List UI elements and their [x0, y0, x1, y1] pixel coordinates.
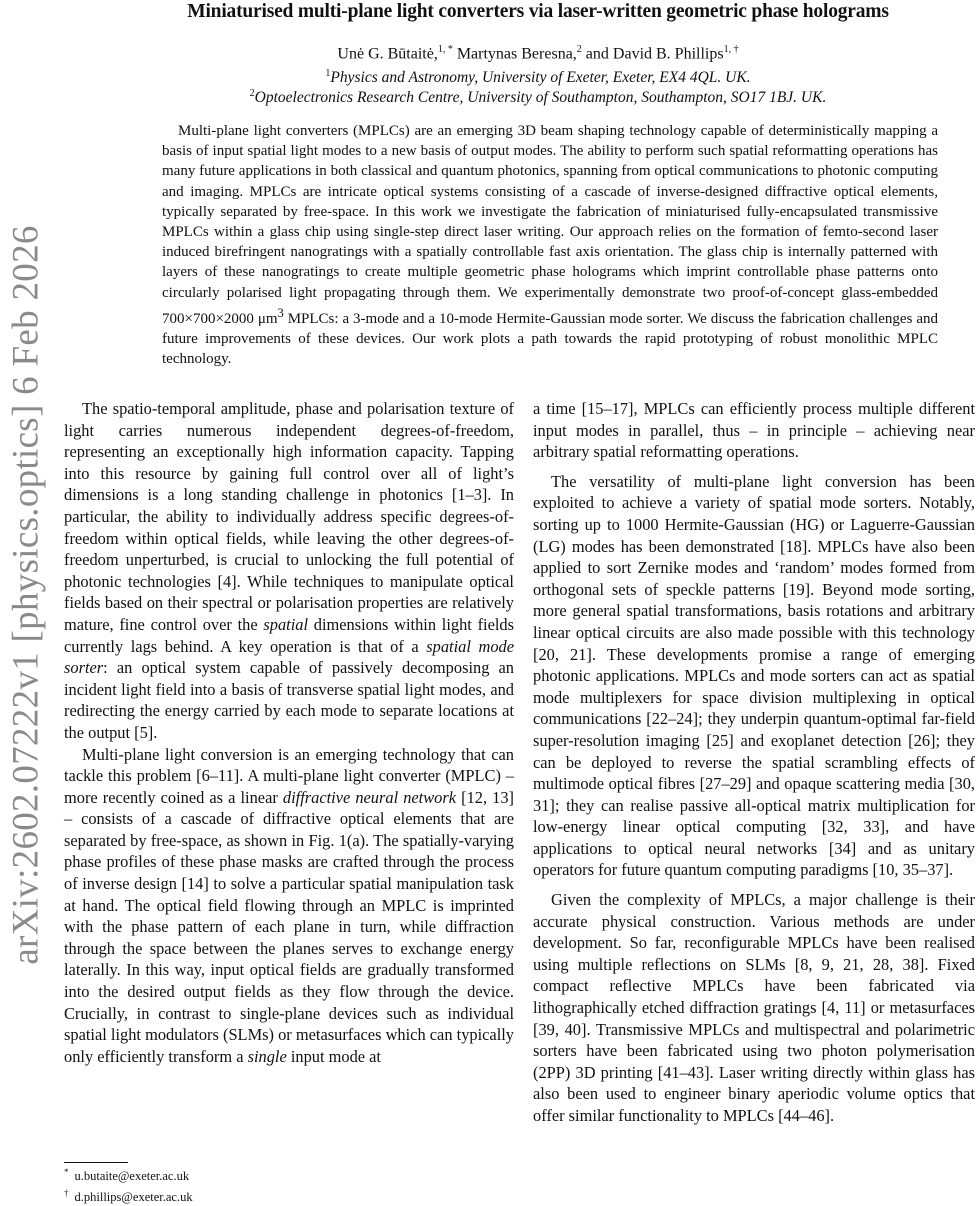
superscript: 3 [277, 305, 284, 320]
footnote-mark: † [64, 1188, 69, 1199]
affiliation-text: Physics and Astronomy, University of Exeter, Exeter, EX4 4QL. UK. [330, 69, 751, 87]
author-name: David B. Phillips [612, 45, 724, 63]
text-run: The spatio-temporal amplitude, phase and polarisation texture of light carries numerous independent degrees-of-freedom, representing an exceptionally high information capacity. Tapping into this resource by gaining full control over all of light’s dimensions is a long standing challenge in photonics [1–3]. In particular, the ability to individually address specific degrees-of-freedom within optical fields, while leaving the other degrees-of-freedom unperturbed, is crucial to unlocking the full potential of photonic technologies [4]. While techniques to manipulate optical fields based on their spectral or polarisation properties are relatively mature, fine control over the [64, 399, 514, 634]
affiliation-mark: 2 [249, 88, 255, 99]
author-joiner: and [585, 45, 609, 63]
emphasis: single [247, 1046, 287, 1066]
body-paragraph: The versatility of multi-plane light conversion has been exploited to achieve a variety of spatial mode sorters. Notably, sorting up to 1000 Hermite-Gaussian (HG) or Laguerre-Gaussian (LG) modes has been demonstrated [18]. MPLCs have also been applied to sort Zernike modes and ‘random’ modes formed from orthogonal sets of speckle patterns [19]. Beyond mode sorting, more general spatial transformations, basis rotations and arbitrary linear optical circuits are also made possible with this technology [20, 21]. These developments promise a range of emerging photonic applications. MPLCs and mode sorters can act as spatial mode multiplexers for space division multiplexing in optical communications [22–24]; they underpin quantum-optimal far-field super-resolution imaging [25] and exoplanet detection [26]; they can be deployed to reverse the spatial scrambling effects of multimode optical fibres [27–29] and opaque scattering media [30, 31]; they can realise passive all-optical matrix multiplication for low-energy linear optical computing [32, 33], and have applications to optical neural networks [34] and as unitary operators for future quantum computing paradigms [10, 35–37]. [533, 471, 975, 880]
footnote [64, 1185, 193, 1206]
author-list [100, 44, 976, 63]
text-run: Multi-plane light conversion is an emerging technology that can tackle this problem [6–11]. A multi-plane light converter (MPLC) – more recently coined as a linear [64, 744, 514, 807]
body-column-left [64, 398, 514, 1067]
paper-title: Miniaturised multi-plane light converters via laser-written geometric phase holograms [187, 1, 889, 22]
author-affil-marks: 2 [576, 44, 582, 55]
text-run: dimensions within light fields currently lags behind. A key operation is that of a [64, 614, 515, 656]
body-column-right [533, 398, 975, 1127]
emphasis: spatial [263, 614, 309, 634]
text-run: input mode at [286, 1046, 381, 1066]
body-paragraph: a time [15–17], MPLCs can efficiently process multiple different input modes in parallel, thus – in principle – achieving near arbitrary spatial reformatting operations. [533, 399, 975, 462]
affiliation-mark: 1 [325, 68, 331, 79]
body-paragraph [64, 744, 514, 1068]
footnote-mark: * [64, 1167, 69, 1177]
footnote-email: d.phillips@exeter.ac.uk [74, 1190, 193, 1205]
author-name: Martynas Beresna, [456, 45, 577, 63]
text-run: : an optical system capable of passively decomposing an incident light field into a basis of transverse spatial light modes, and redirecting the energy carried by each mode to separate locations at the output [5]. [64, 658, 514, 742]
arxiv-identifier-margin [5, 225, 47, 965]
text-run: [12, 13] – consists of a cascade of diffractive optical elements that are separated by free-space, as shown in Fig. 1(a). The spatially-varying phase profiles of these phase masks are crafted through the process of inverse design [14] to solve a particular spatial manipulation task at hand. The optical field flowing through an MPLC is imprinted with the phase pattern of each plane in turn, while diffraction through the space between the planes serves to exchange energy laterally. In this way, input optical fields are gradually transformed into the desired output fields as they flow through the device. Crucially, in contrast to single-plane devices such as individual spatial light modulators (SLMs) or metasurfaces which can typically only efficiently transform a [64, 787, 514, 1066]
body-paragraph: Given the complexity of MPLCs, a major challenge is their accurate physical construction. Various methods are under development. So far, reconfigurable MPLCs have been realised using multiple reflections on SLMs [8, 9, 21, 28, 38]. Fixed compact reflective MPLCs have been fabricated via lithographically etched diffraction gratings [4, 11] or metasurfaces [39, 40]. Transmissive MPLCs and multispectral and polarimetric sorters have been fabricated using two photon polymerisation (2PP) 3D printing [41–43]. Laser writing directly within glass has also been used to engineer binary aperiodic volume optics that offer similar functionality to MPLCs [44–46]. [533, 890, 975, 1125]
body-paragraph [64, 398, 514, 744]
abstract-text: Multi-plane light converters (MPLCs) are an emerging 3D beam shaping technology capable of deterministically mapping a basis of input spatial light modes to a new basis of output modes. The ability to perform such spatial reformatting operations has many future applications in both classical and quantum photonics, spanning from optical communications to photonic computing and imaging. MPLCs are intricate optical systems consisting of a cascade of inverse-designed diffractive optical elements, typically separated by free-space. In this work we investigate the fabrication of miniaturised fully-encapsulated transmissive MPLCs within a glass chip using single-step direct laser writing. Our approach relies on the formation of femto-second laser induced birefringent nanogratings with a spatially controllable fast axis orientation. The glass chip is internally patterned with layers of these nanogratings to create multiple geometric phase holograms which imprint controllable phase patterns onto circularly polarised light propagating through them. We experimentally demonstrate two proof-of-concept glass-embedded 700×700×2000 μm [162, 123, 938, 327]
author-name: Unė G. Būtaitė, [337, 45, 438, 63]
author-affil-marks: 1, * [437, 44, 453, 55]
abstract-text: MPLCs: a 3-mode and a 10-mode Hermite-Gaussian mode sorter. We discuss the fabrication challenges and future improvements of these devices. Our work plots a path towards the rapid prototyping of robust monolithic MPLC technology. [162, 310, 938, 368]
emphasis: diffractive neural network [282, 787, 457, 807]
author-affil-marks: 1, † [723, 44, 739, 55]
footnote [64, 1164, 193, 1185]
abstract [162, 121, 938, 369]
affiliation-text: Optoelectronics Research Centre, University of Southampton, Southampton, SO17 1BJ. UK. [254, 89, 827, 107]
arxiv-identifier: arXiv:2602.07222v1 [physics.optics] 6 Feb 2026 [5, 225, 47, 965]
footnote-email: u.butaite@exeter.ac.uk [74, 1169, 190, 1184]
footnote-rule [64, 1162, 128, 1163]
emphasis: spatial mode sorter [64, 636, 514, 678]
abstract-paragraph [162, 121, 938, 369]
affiliation [100, 88, 976, 107]
affiliation [100, 68, 976, 87]
